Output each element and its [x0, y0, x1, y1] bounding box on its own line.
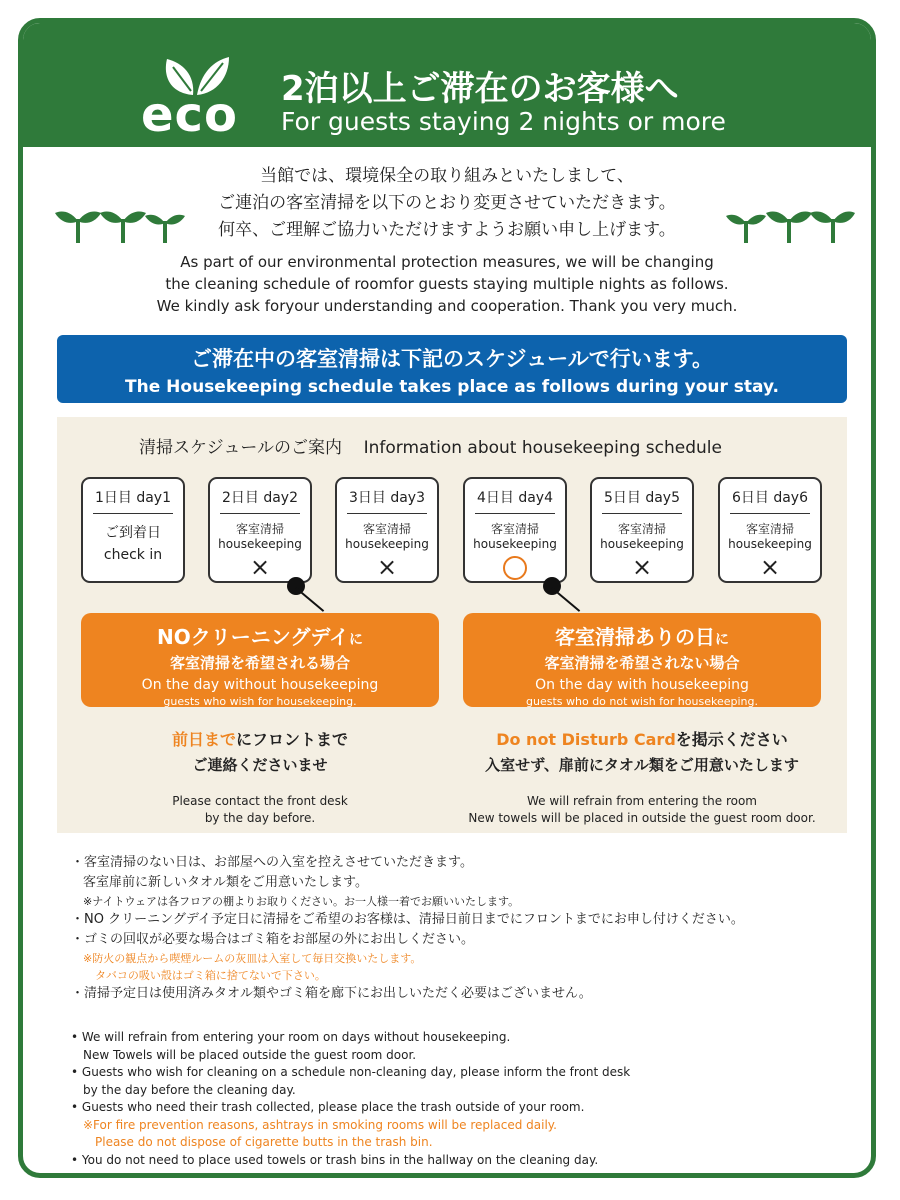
- no-cleaning-instructions: [81, 727, 439, 827]
- instruction-highlight: 前日まで: [171, 730, 236, 749]
- notes-japanese: [71, 853, 871, 1004]
- cross-icon: ×: [759, 553, 781, 581]
- day-card-1: [81, 477, 185, 583]
- cleaning-day-box: [463, 613, 821, 707]
- cross-icon: ×: [631, 553, 653, 581]
- day-label: 5日目 day5: [602, 487, 682, 514]
- day-jp: 客室清掃: [490, 522, 539, 536]
- note-line: ・ゴミの回収が必要な場合はゴミ箱をお部屋の外にお出しください。: [71, 932, 475, 947]
- cleaning-en: On the day with housekeeping: [535, 677, 749, 693]
- note-line: ・NO クリーニングデイ予定日に清掃をご希望のお客様は、清掃日前日までにフロントまでにお申し付けください。: [71, 912, 744, 927]
- instruction-en-line: Please contact the front desk: [172, 794, 348, 808]
- day-jp: 客室清掃: [362, 522, 411, 536]
- eco-logo-text: eco: [141, 87, 238, 143]
- no-cleaning-title-suffix: に: [348, 632, 363, 648]
- day-en: housekeeping: [473, 537, 557, 551]
- cleaning-title-main: 客室清掃ありの日: [555, 625, 715, 649]
- note-line: New Towels will be placed outside the guest room door.: [83, 1047, 417, 1062]
- note-line: by the day before the cleaning day.: [83, 1082, 296, 1097]
- intro-jp-line: 当館では、環境保全の取り組みといたしまして、: [260, 166, 634, 186]
- notice-frame: [18, 18, 876, 1178]
- intro-en-line: We kindly ask foryour understanding and cooperation. Thank you very much.: [156, 297, 738, 315]
- no-cleaning-en: On the day without housekeeping: [141, 677, 379, 693]
- cleaning-subtitle: 客室清掃を希望されない場合: [544, 654, 740, 672]
- banner-english: The Housekeeping schedule takes place as follows during your stay.: [125, 377, 779, 397]
- schedule-title-en: Information about housekeeping schedule: [363, 438, 722, 458]
- note-line: • Guests who wish for cleaning on a schedule non-cleaning day, please inform the front desk: [71, 1065, 631, 1079]
- instruction-en-line: New towels will be placed in outside the guest room door.: [468, 811, 816, 825]
- banner-japanese: ご滞在中の客室清掃は下記のスケジュールで行います。: [190, 347, 714, 371]
- instruction-en-line: We will refrain from entering the room: [527, 794, 757, 808]
- instruction-text-2: 入室せず、扉前にタオル類をご用意いたします: [485, 756, 799, 774]
- intro-english: [23, 251, 871, 317]
- cleaning-title: [463, 621, 821, 650]
- cleaning-title-suffix: に: [715, 632, 729, 648]
- note-warning: Please do not dispose of cigarette butts in the trash bin.: [95, 1135, 433, 1149]
- day-label: 3日目 day3: [347, 487, 427, 514]
- note-line: 客室扉前に新しいタオル類をご用意いたします。: [83, 875, 368, 890]
- cleaning-en-sub: guests who do not wish for housekeeping.: [526, 695, 758, 708]
- day-label: 1日目 day1: [93, 487, 173, 514]
- no-cleaning-subtitle: 客室清掃を希望される場合: [169, 654, 350, 672]
- day-label: 4日目 day4: [475, 487, 555, 514]
- schedule-banner: [57, 335, 847, 403]
- day-checkin: [83, 522, 183, 566]
- instruction-highlight: Do not Disturb Card: [496, 730, 676, 749]
- intro-en-line: As part of our environmental protection measures, we will be changing: [180, 253, 714, 271]
- instruction-en: [81, 793, 439, 827]
- day-label: 6日目 day6: [730, 487, 810, 514]
- cleaning-instructions: [463, 727, 821, 827]
- note-warning: タバコの吸い殻はゴミ箱に捨てないで下さい。: [95, 969, 326, 982]
- circle-icon: [503, 556, 527, 580]
- header: [23, 23, 871, 147]
- note-line: • Guests who need their trash collected, please place the trash outside of your room.: [71, 1100, 585, 1114]
- day-jp: 客室清掃: [617, 522, 666, 536]
- intro-jp-line: 何卒、ご理解ご協力いただけますようお願い申し上げます。: [218, 220, 676, 240]
- day-card-5: [590, 477, 694, 583]
- notes-english: [71, 1029, 871, 1169]
- day-jp: ご到着日: [105, 525, 161, 541]
- cross-icon: ×: [376, 553, 398, 581]
- note-line: ・客室清掃のない日は、お部屋への入室を控えさせていただきます。: [71, 855, 473, 870]
- no-cleaning-en-sub: guests who wish for housekeeping.: [163, 695, 357, 708]
- day-card-2: [208, 477, 312, 583]
- intro-en-line: the cleaning schedule of roomfor guests staying multiple nights as follows.: [165, 275, 729, 293]
- note-line: • We will refrain from entering your room on days without housekeeping.: [71, 1030, 511, 1044]
- schedule-title: [139, 433, 722, 458]
- no-cleaning-day-box: [81, 613, 439, 707]
- note-warning: ※For fire prevention reasons, ashtrays in smoking rooms will be replaced daily.: [83, 1117, 557, 1132]
- day-en: check in: [103, 547, 163, 563]
- note-line: ・清掃予定日は使用済みタオル類やゴミ箱を廊下にお出しいただく必要はございません。: [71, 986, 592, 1001]
- day-label: 2日目 day2: [220, 487, 300, 514]
- day-en: housekeeping: [345, 537, 429, 551]
- note-line: • You do not need to place used towels or trash bins in the hallway on the cleaning day.: [71, 1152, 599, 1167]
- cross-icon: ×: [249, 553, 271, 581]
- day-card-3: [335, 477, 439, 583]
- pointer-line-right: [551, 587, 580, 612]
- instruction-text: にフロントまで: [236, 730, 349, 749]
- instruction-en: [463, 793, 821, 827]
- pointer-line-left: [295, 587, 324, 612]
- day-jp: 客室清掃: [745, 522, 794, 536]
- title-english: For guests staying 2 nights or more: [281, 107, 726, 136]
- schedule-title-jp: 清掃スケジュールのご案内: [139, 438, 342, 458]
- schedule-panel: [57, 417, 847, 833]
- no-cleaning-title-main: NOクリーニングデイ: [157, 625, 349, 649]
- note-warning: ※防火の観点から喫煙ルームの灰皿は入室して毎日交換いたします。: [83, 952, 422, 965]
- day-en: housekeeping: [218, 537, 302, 551]
- intro-japanese: [23, 163, 871, 244]
- intro-jp-line: ご連泊の客室清掃を以下のとおり変更させていただきます。: [218, 193, 676, 213]
- note-line: ※ナイトウェアは各フロアの棚よりお取りください。お一人様一着でお願いいたします。: [83, 895, 520, 908]
- instruction-text: を掲示ください: [675, 730, 788, 749]
- instruction-text-2: ご連絡くださいませ: [192, 756, 328, 774]
- day-jp: 客室清掃: [235, 522, 284, 536]
- day-card-6: [718, 477, 822, 583]
- day-en: housekeeping: [600, 537, 684, 551]
- instruction-en-line: by the day before.: [204, 811, 316, 825]
- day-card-4: [463, 477, 567, 583]
- day-en: housekeeping: [728, 537, 812, 551]
- no-cleaning-title: [81, 621, 439, 650]
- title-japanese: 2泊以上ご滞在のお客様へ: [281, 69, 679, 109]
